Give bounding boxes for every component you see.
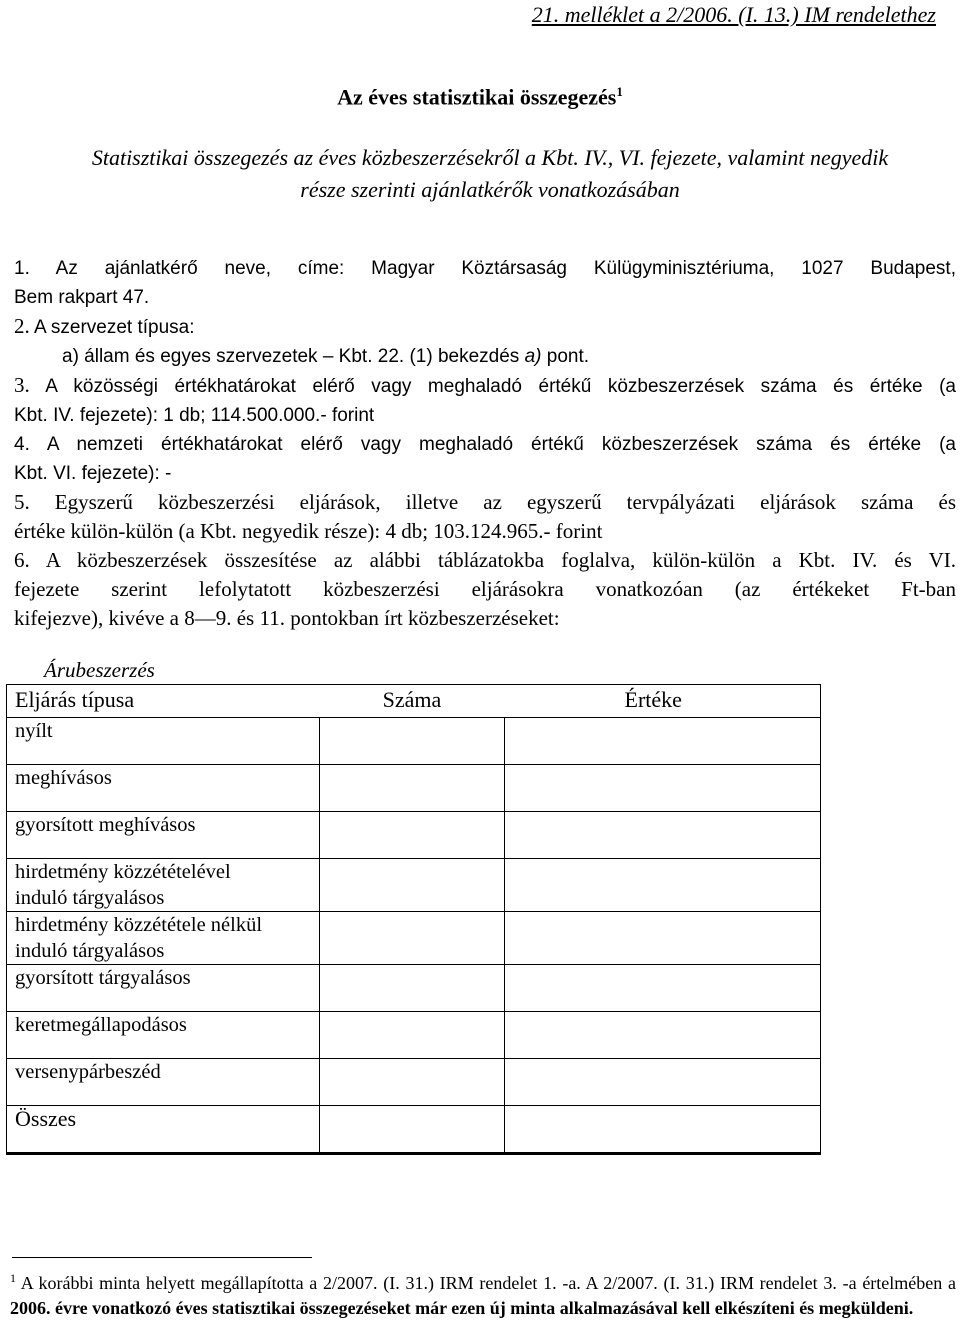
footnote-mark: 1 [10, 1271, 16, 1285]
table-header-row [7, 685, 821, 718]
item-3 [14, 371, 956, 430]
total-label-cell [7, 1106, 320, 1154]
row-type-cell [7, 859, 320, 912]
title-text: Az éves statisztikai összegezés [337, 84, 617, 110]
total-label: Összes [15, 1106, 77, 1131]
row-value-cell[interactable] [505, 718, 821, 765]
item-3-line-b: Kbt. IV. fejezete): 1 db; 114.500.000.- forint [14, 405, 375, 426]
table-row [7, 1059, 821, 1106]
table-row [7, 812, 821, 859]
item-1-line-b: Bem rakpart 47. [14, 287, 150, 308]
table-row [7, 765, 821, 812]
item-4-line-a: 4. A nemzeti értékhatárokat elérő vagy meghaladó értékű közbeszerzések száma és értéke (a [14, 434, 956, 455]
item-5-line-a: 5. Egyszerű közbeszerzési eljárások, illetve az egyszerű tervpályázati eljárások száma és [14, 490, 956, 514]
row-type-label: hirdetmény közzététele nélkül [15, 914, 263, 936]
item-1 [14, 254, 956, 312]
footnote-separator [12, 1257, 312, 1258]
document-subtitle [0, 142, 960, 206]
row-type-cell [7, 765, 320, 812]
row-type-cell [7, 718, 320, 765]
row-type-cell [7, 1059, 320, 1106]
item-3-line-a [14, 371, 956, 401]
footnote-text-a: A korábbi minta helyett megállapította a 2/2007. (I. 31.) IRM rendelet 1. -a. A 2/2007. (I. 31.) IRM rendelet 3. [20, 1273, 837, 1293]
table-row [7, 859, 821, 912]
footnote-text-b: -a értelmében a [842, 1273, 956, 1293]
row-count-cell[interactable] [320, 1059, 505, 1106]
row-type-label-cont: induló tárgyalásos [15, 887, 165, 909]
row-count-cell[interactable] [320, 859, 505, 912]
row-value-cell[interactable] [505, 859, 821, 912]
row-type-label: hirdetmény közzétételével [15, 861, 231, 883]
row-value-cell[interactable] [505, 965, 821, 1012]
footnote-text-bold: 2006. évre vonatkozó éves statisztikai összegezéseket már ezen új minta alkalmazásával kell elkészíteni és megküldeni. [10, 1298, 914, 1318]
item-2a-text: a) állam és egyes szervezetek – Kbt. 22. (1) bekezdés [62, 346, 520, 367]
item-4-line-b: Kbt. VI. fejezete): - [14, 463, 172, 484]
item-6-line-b: fejezete szerint lefolytatott közbeszerzési eljárásokra vonatkozóan (az értékeket Ft-ban [14, 577, 956, 601]
item-6-line-a: 6. A közbeszerzések összesítése az alábbi táblázatokba foglalva, külön-külön a Kbt. IV. és VI. [14, 548, 956, 572]
row-count-cell[interactable] [320, 765, 505, 812]
header-count: Száma [320, 685, 505, 718]
row-count-cell[interactable] [320, 912, 505, 965]
row-type-label-cont: induló tárgyalásos [15, 940, 165, 962]
item-2a [14, 342, 956, 371]
header-procedure-type: Eljárás típusa [7, 685, 320, 718]
title-footnote-mark[interactable]: 1 [616, 84, 623, 99]
item-2a-tail: pont. [546, 346, 590, 367]
item-2-number: 2. [14, 314, 30, 338]
item-6-line-c: kifejezve), kivéve a 8—9. és 11. pontokban írt közbeszerzéseket: [14, 606, 560, 630]
row-type-cell [7, 1012, 320, 1059]
table-row [7, 912, 821, 965]
row-count-cell[interactable] [320, 1012, 505, 1059]
total-count-cell[interactable] [320, 1106, 505, 1154]
item-6 [14, 546, 956, 633]
table-total-row [7, 1106, 821, 1154]
footnote [10, 1266, 956, 1321]
row-type-label: keretmegállapodásos [15, 1014, 187, 1036]
item-2-text: A szervezet típusa: [33, 317, 195, 338]
row-type-label: meghívásos [15, 767, 112, 789]
item-2 [14, 312, 956, 342]
row-value-cell[interactable] [505, 912, 821, 965]
item-2a-italic: a) [524, 346, 542, 367]
row-value-cell[interactable] [505, 765, 821, 812]
item-5 [14, 488, 956, 546]
row-value-cell[interactable] [505, 1012, 821, 1059]
row-value-cell[interactable] [505, 1059, 821, 1106]
item-4 [14, 430, 956, 488]
row-count-cell[interactable] [320, 812, 505, 859]
subtitle-line-1: Statisztikai összegezés az éves közbeszerzésekről a Kbt. IV., VI. fejezete, valamint negyedik [91, 145, 889, 170]
row-type-label: versenypárbeszéd [15, 1061, 161, 1083]
row-type-label: nyílt [15, 720, 53, 742]
row-value-cell[interactable] [505, 812, 821, 859]
row-type-cell [7, 812, 320, 859]
item-5-line-b: értéke külön-külön (a Kbt. negyedik része): 4 db; 103.124.965.- forint [14, 519, 603, 543]
procedure-table [6, 684, 821, 1155]
annex-reference: 21. melléklet a 2/2006. (I. 13.) IM rendelethez [531, 2, 936, 27]
row-type-label: gyorsított tárgyalásos [15, 967, 191, 989]
total-value-cell[interactable] [505, 1106, 821, 1154]
item-list [14, 254, 956, 633]
section-title: Árubeszerzés [44, 658, 155, 682]
item-3-number: 3. [14, 373, 30, 397]
table-row [7, 718, 821, 765]
item-1-line-a: 1. Az ajánlatkérő neve, címe: Magyar Köztársaság Külügyminisztériuma, 1027 Budapest, [14, 258, 956, 279]
table-row [7, 965, 821, 1012]
item-3-text: A közösségi értékhatárokat elérő vagy meghaladó értékű közbeszerzések száma és értéke (a [45, 376, 956, 397]
row-count-cell[interactable] [320, 965, 505, 1012]
table-row [7, 1012, 821, 1059]
subtitle-line-2: része szerinti ajánlatkérők vonatkozásában [300, 177, 680, 202]
row-count-cell[interactable] [320, 718, 505, 765]
header-value: Értéke [505, 685, 821, 718]
row-type-label: gyorsított meghívásos [15, 814, 196, 836]
document-title [0, 84, 960, 110]
row-type-cell [7, 965, 320, 1012]
row-type-cell [7, 912, 320, 965]
